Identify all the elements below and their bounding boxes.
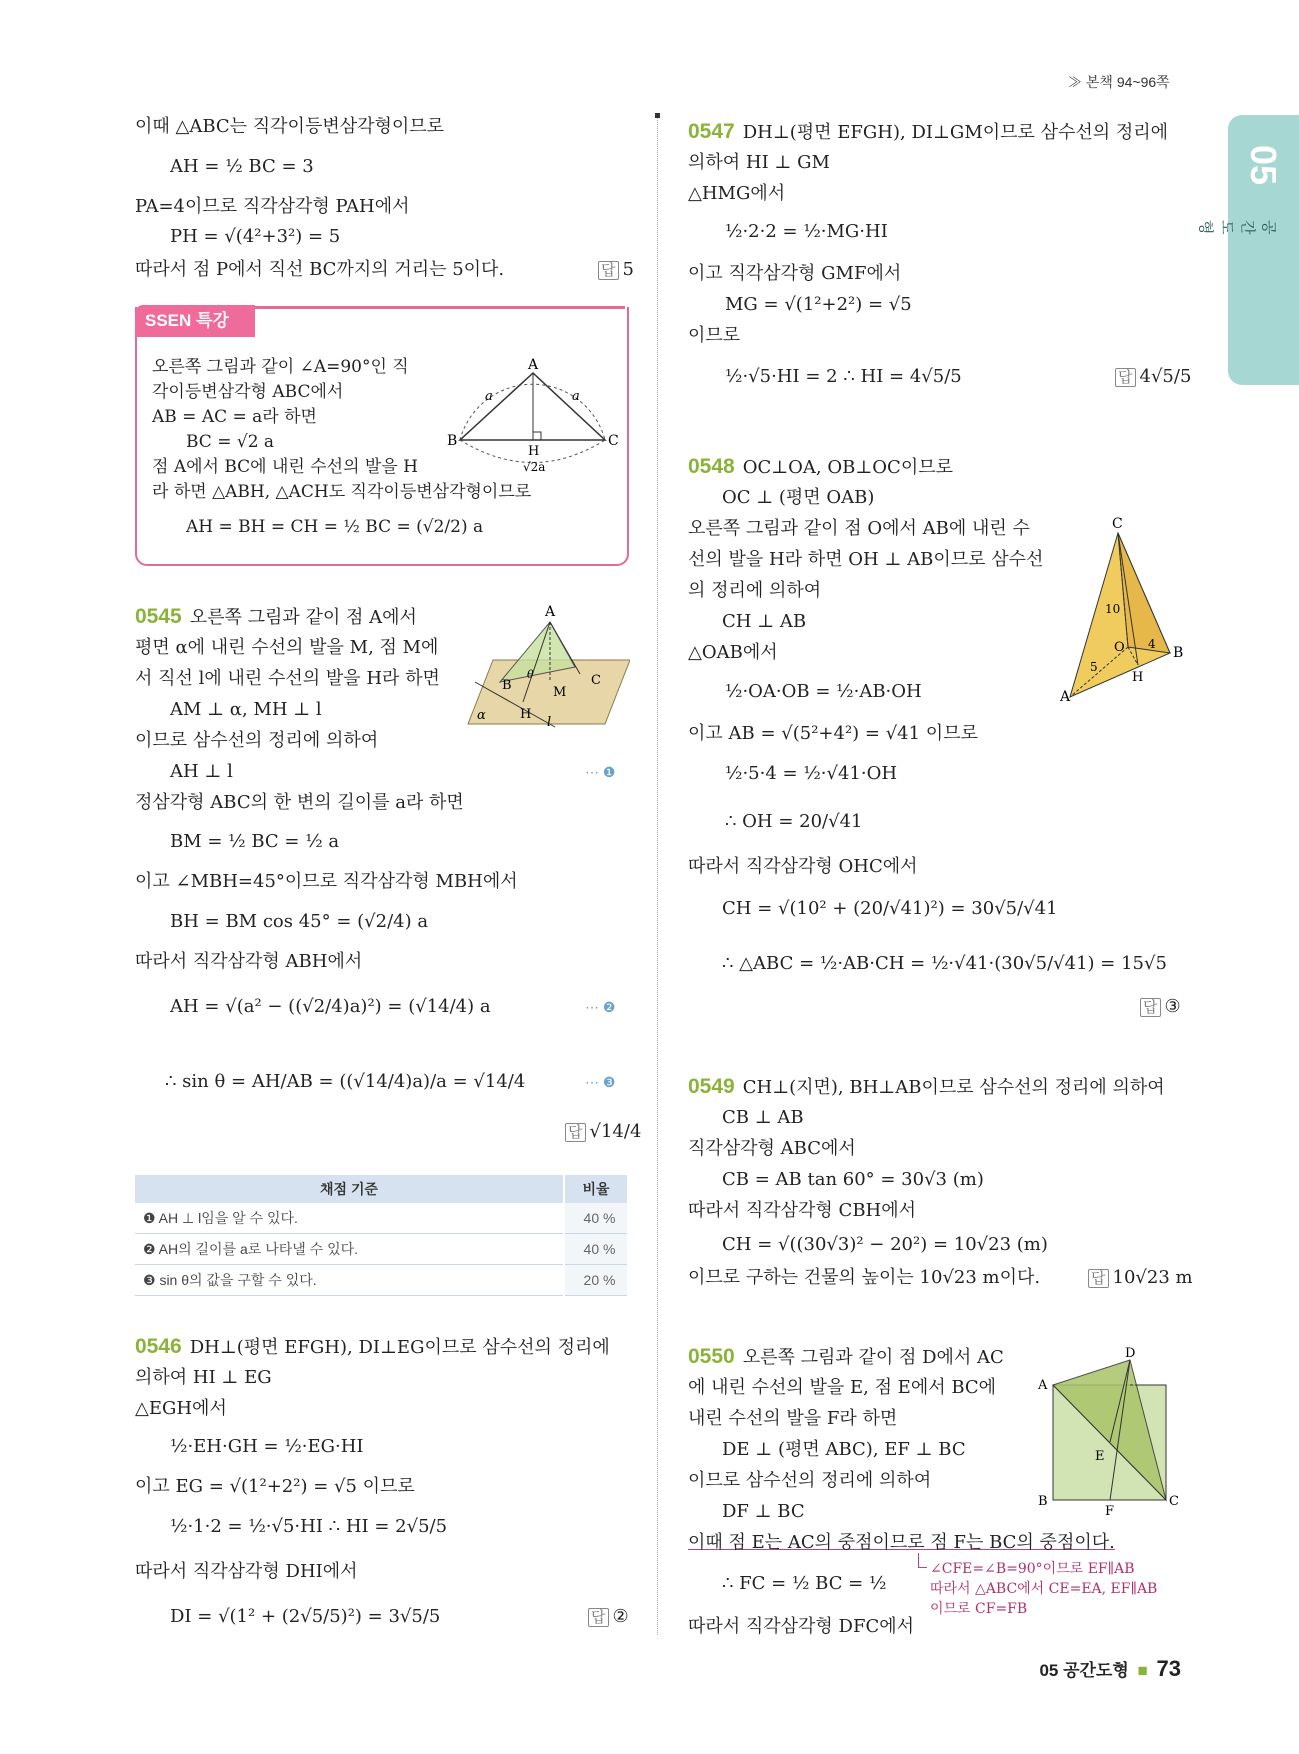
page-reference: ≫ 본책 94~96쪽 (1068, 74, 1170, 90)
footer-square-icon: ■ (1137, 1661, 1148, 1680)
answer-value: √14/4 (589, 1121, 642, 1142)
text-line: 평면 α에 내린 수선의 발을 M, 점 M에 (135, 637, 439, 658)
text: CH⊥(지면), BH⊥AB이므로 삼수선의 정리에 의하여 (742, 1077, 1165, 1098)
label-root2a: √2a (523, 460, 546, 474)
label-l: l (547, 715, 552, 730)
sen-text: BC = √2 a (186, 432, 275, 452)
answer-icon: 답 (588, 1608, 609, 1627)
criteria-cell: ❷ AH의 길이를 a로 나타낼 수 있다. (135, 1234, 564, 1265)
step-marker-3: ⋯ ❸ (585, 1074, 616, 1090)
label-B: B (447, 433, 458, 449)
ratio-cell: 20 % (564, 1265, 627, 1296)
label-F: F (1105, 1504, 1115, 1515)
equation: BH = BM cos 45° = (√2/4) a (170, 911, 429, 932)
problem-number: 0550 (688, 1345, 735, 1368)
criteria-cell: ❶ AH ⊥ l임을 알 수 있다. (135, 1203, 564, 1234)
equation: AH = √(a² − ((√2/4)a)²) = (√14/4) a (170, 996, 491, 1017)
text-line: 에 내린 수선의 발을 E, 점 E에서 BC에 (688, 1377, 997, 1398)
figure-0548 (1060, 515, 1190, 705)
problem-0546 (135, 1335, 610, 1360)
text-line: 이므로 구하는 건물의 높이는 10√23 m이다. (688, 1267, 1041, 1288)
column-divider (657, 115, 658, 1635)
side-note: 이므로 CF=FB (930, 1601, 1028, 1617)
equation: CH = √((30√3)² − 20²) = 10√23 (m) (722, 1234, 1048, 1255)
table-row (135, 1234, 627, 1265)
label-O: O (1114, 640, 1125, 655)
sen-figure-right-angle (533, 432, 541, 440)
answer (588, 1605, 629, 1630)
label-B: B (1038, 1494, 1048, 1509)
label-alpha: α (477, 708, 486, 723)
label-C: C (608, 433, 619, 449)
equation: AH ⊥ l (170, 761, 233, 782)
sen-figure (445, 355, 620, 475)
text-line: 이때 점 E는 AC의 중점이므로 점 F는 BC의 중점이다. (688, 1532, 1115, 1553)
label-H: H (528, 444, 540, 459)
answer (1088, 1266, 1193, 1291)
text-line: 이때 △ABC는 직각이등변삼각형이므로 (135, 116, 445, 137)
equation: ∴ △ABC = ½·AB·CH = ½·√41·(30√5/√41) = 15√5 (722, 953, 1167, 974)
problem-0550 (688, 1345, 1004, 1370)
text: OC⊥OA, OB⊥OC이므로 (742, 457, 953, 478)
label-5: 5 (1090, 660, 1098, 674)
label-a: a (485, 389, 493, 404)
label-A: A (1038, 1378, 1048, 1393)
text-line: △EGH에서 (135, 1398, 227, 1419)
text-line: 의 정리에 의하여 (688, 580, 822, 601)
problem-number: 0547 (688, 120, 735, 143)
step-marker-2: ⋯ ❷ (585, 999, 616, 1015)
equation: DE ⊥ (평면 ABC), EF ⊥ BC (722, 1439, 966, 1460)
answer (598, 258, 634, 283)
answer-icon: 답 (1140, 998, 1161, 1017)
text-line: 직각삼각형 ABC에서 (688, 1138, 856, 1159)
text: 오른쪽 그림과 같이 점 A에서 (189, 607, 417, 628)
problem-0549 (688, 1075, 1165, 1100)
text-line: 의하여 HI ⊥ GM (688, 152, 830, 173)
equation: PH = √(4²+3²) = 5 (170, 226, 341, 247)
equation: ½·2·2 = ½·MG·HI (725, 221, 888, 242)
table-row (135, 1203, 627, 1234)
text-line: 정삼각형 ABC의 한 변의 길이를 a라 하면 (135, 792, 464, 813)
text: DH⊥(평면 EFGH), DI⊥GM이므로 삼수선의 정리에 (742, 122, 1169, 143)
footer-chapter: 05 공간도형 (1039, 1661, 1129, 1680)
text-line: 오른쪽 그림과 같이 점 O에서 AB에 내린 수 (688, 518, 1030, 539)
text-line: 이고 직각삼각형 GMF에서 (688, 263, 902, 284)
text-line: 이므로 삼수선의 정리에 의하여 (135, 730, 379, 751)
text-line: 따라서 점 P에서 직선 BC까지의 거리는 5이다. (135, 259, 505, 280)
page-footer (1039, 1656, 1181, 1682)
equation: CB ⊥ AB (722, 1107, 804, 1128)
footer-page-number: 73 (1156, 1656, 1181, 1681)
problem-number: 0546 (135, 1335, 182, 1358)
equation: ½·1·2 = ½·√5·HI ∴ HI = 2√5/5 (170, 1516, 448, 1537)
label-theta: θ (527, 668, 534, 681)
text-line: △OAB에서 (688, 642, 778, 663)
text-line: 따라서 직각삼각형 OHC에서 (688, 856, 918, 877)
text-line: 선의 발을 H라 하면 OH ⊥ AB이므로 삼수선 (688, 549, 1044, 570)
problem-number: 0548 (688, 455, 735, 478)
label-A: A (545, 604, 556, 620)
equation: ½·√5·HI = 2 ∴ HI = 4√5/5 (725, 366, 962, 387)
chapter-tab-number: 05 (1243, 145, 1284, 186)
label-A: A (528, 357, 539, 373)
text-line: 따라서 직각삼각형 DHI에서 (135, 1561, 358, 1582)
text-line: 서 직선 l에 내린 수선의 발을 H라 하면 (135, 668, 440, 689)
problem-number: 0545 (135, 605, 182, 628)
criteria-cell: ❸ sin θ의 값을 구할 수 있다. (135, 1265, 564, 1296)
answer-value: 5 (622, 259, 634, 280)
label-B: B (502, 678, 512, 693)
equation: OC ⊥ (평면 OAB) (722, 487, 875, 508)
answer-value: 10√23 m (1112, 1267, 1193, 1288)
label-E: E (1095, 1449, 1105, 1464)
label-B: B (1173, 645, 1184, 661)
equation: ∴ OH = 20/√41 (725, 811, 863, 832)
text-line: 이고 ∠MBH=45°이므로 직각삼각형 MBH에서 (135, 871, 518, 892)
equation: DI = √(1² + (2√5/5)²) = 3√5/5 (170, 1606, 441, 1627)
label-4: 4 (1148, 637, 1156, 651)
note-bracket (918, 1553, 927, 1568)
sen-tag: SSEN 특강 (135, 305, 255, 337)
equation: ½·5·4 = ½·√41·OH (725, 763, 898, 784)
table-row (135, 1265, 627, 1296)
label-H: H (520, 707, 532, 722)
ratio-cell: 40 % (564, 1234, 627, 1265)
text-line: 따라서 직각삼각형 DFC에서 (688, 1616, 915, 1637)
label-C: C (591, 673, 601, 688)
answer-icon: 답 (598, 261, 619, 280)
equation: AH = ½ BC = 3 (170, 156, 314, 177)
problem-number: 0549 (688, 1075, 735, 1098)
side-note: ∠CFE=∠B=90°이므로 EF∥AB (930, 1561, 1135, 1577)
answer-icon: 답 (565, 1123, 586, 1142)
scoring-table (135, 1175, 627, 1296)
text-line: △HMG에서 (688, 183, 786, 204)
sen-text: 라 하면 △ABH, △ACH도 직각이등변삼각형이므로 (152, 482, 532, 502)
step-marker-1: ⋯ ❶ (585, 764, 616, 780)
answer-icon: 답 (1115, 368, 1136, 387)
figure-0545 (465, 602, 630, 732)
equation: CB = AB tan 60° = 30√3 (m) (722, 1169, 984, 1190)
sen-text: AB = AC = a라 하면 (152, 407, 317, 427)
text-line: 이고 EG = √(1²+2²) = √5 이므로 (135, 1476, 415, 1497)
label-C: C (1112, 516, 1123, 532)
equation: ½·EH·GH = ½·EG·HI (170, 1436, 364, 1457)
text-line: 따라서 직각삼각형 ABH에서 (135, 951, 363, 972)
text-line: 의하여 HI ⊥ EG (135, 1367, 272, 1388)
answer-value: ③ (1164, 996, 1181, 1017)
text-line: 내린 수선의 발을 F라 하면 (688, 1408, 898, 1429)
equation: MG = √(1²+2²) = √5 (725, 294, 912, 315)
text-line: 이므로 (688, 325, 741, 346)
problem-0545 (135, 605, 417, 630)
answer-value: 4√5/5 (1139, 366, 1192, 387)
header-criteria: 채점 기준 (135, 1175, 564, 1203)
equation: CH ⊥ AB (722, 611, 807, 632)
answer-value: ② (612, 1606, 629, 1627)
side-note: 따라서 △ABC에서 CE=EA, EF∥AB (930, 1581, 1158, 1597)
equation: CH = √(10² + (20/√41)²) = 30√5/√41 (722, 898, 1058, 919)
equation: AM ⊥ α, MH ⊥ l (170, 699, 322, 720)
divider-dot (655, 113, 660, 118)
problem-0548 (688, 455, 953, 480)
chapter-tab[interactable] (1197, 115, 1299, 385)
label-D: D (1125, 1346, 1136, 1361)
equation: ∴ sin θ = AH/AB = ((√14/4)a)/a = √14/4 (165, 1071, 526, 1092)
label-C: C (1169, 1494, 1179, 1509)
answer-icon: 답 (1088, 1269, 1109, 1288)
problem-0547 (688, 120, 1168, 145)
equation: ½·OA·OB = ½·AB·OH (725, 681, 922, 702)
equation: BM = ½ BC = ½ a (170, 831, 340, 852)
text: 오른쪽 그림과 같이 점 D에서 AC (742, 1347, 1004, 1368)
label-A: A (1060, 689, 1071, 705)
answer (565, 1120, 641, 1145)
text-line: 이므로 삼수선의 정리에 의하여 (688, 1470, 932, 1491)
label-a: a (572, 389, 580, 404)
text-line: PA=4이므로 직각삼각형 PAH에서 (135, 196, 410, 217)
text-line: 이고 AB = √(5²+4²) = √41 이므로 (688, 723, 978, 744)
equation: DF ⊥ BC (722, 1501, 805, 1522)
figure-0550 (1035, 1345, 1185, 1515)
label-M: M (553, 685, 567, 700)
sen-text: 각이등변삼각형 ABC에서 (152, 382, 344, 402)
answer (1115, 365, 1191, 390)
table-header (135, 1175, 627, 1203)
sen-text: 점 A에서 BC에 내린 수선의 발을 H (152, 457, 418, 477)
label-H: H (1132, 670, 1144, 685)
sen-text: 오른쪽 그림과 같이 ∠A=90°인 직 (152, 357, 409, 377)
sen-equation: AH = BH = CH = ½ BC = (√2/2) a (186, 517, 484, 537)
chapter-tab-label: 공간도형 (1197, 220, 1277, 235)
ratio-cell: 40 % (564, 1203, 627, 1234)
answer (1140, 995, 1181, 1020)
text: DH⊥(평면 EFGH), DI⊥EG이므로 삼수선의 정리에 (189, 1337, 610, 1358)
equation: ∴ FC = ½ BC = ½ (722, 1573, 887, 1594)
header-ratio: 비율 (564, 1175, 627, 1203)
text-line: 따라서 직각삼각형 CBH에서 (688, 1200, 917, 1221)
label-10: 10 (1105, 602, 1121, 616)
